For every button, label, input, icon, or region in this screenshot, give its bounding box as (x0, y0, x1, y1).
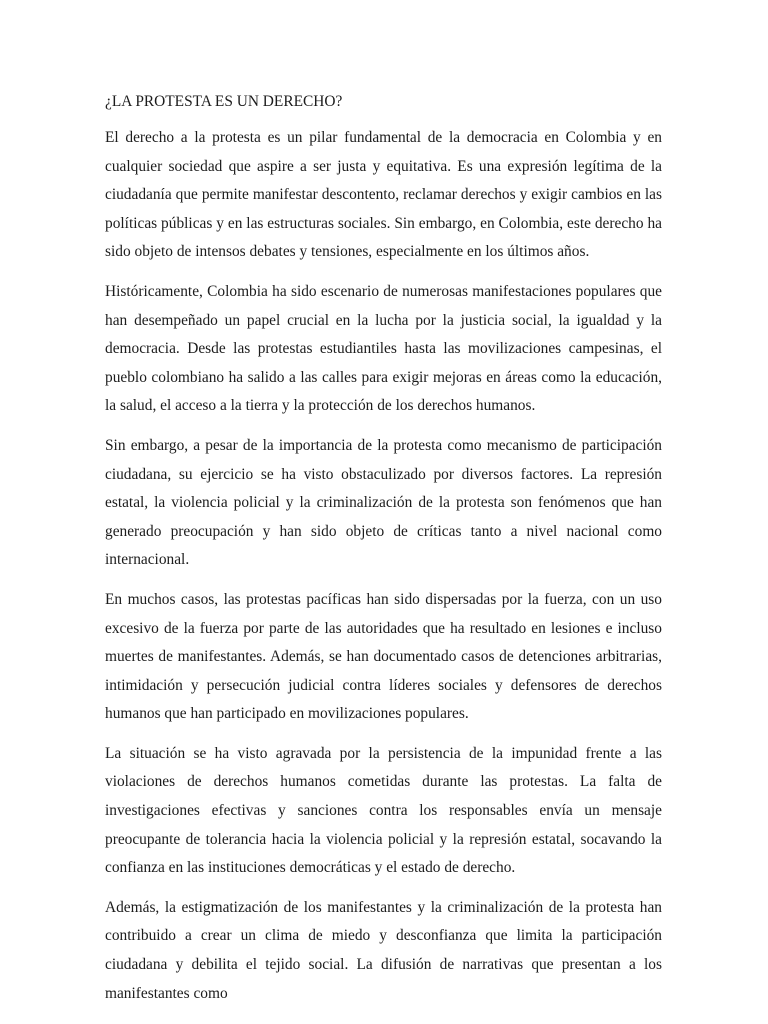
paragraph-2: Históricamente, Colombia ha sido escenario de numerosas manifestaciones populares que han desempeñado un papel crucial en la lucha por la justicia social, la igualdad y la democracia. Desde las protestas estudiantiles hasta las movilizaciones campesinas, el pueblo colombiano ha salido a las calles para exigir mejoras en áreas como la educación, la salud, el acceso a la tierra y la protección de los derechos humanos. (105, 282, 662, 415)
paragraph-5: La situación se ha visto agravada por la persistencia de la impunidad frente a las violaciones de derechos humanos cometidas durante las protestas. La falta de investigaciones efectivas y sanciones contra los responsables envía un mensaje preocupante de tolerancia hacia la violencia policial y la represión estatal, socavando la confianza en las instituciones democráticas y el estado de derecho. (105, 744, 662, 877)
paragraph-3: Sin embargo, a pesar de la importancia de la protesta como mecanismo de participación ciudadana, su ejercicio se ha visto obstaculizado por diversos factores. La represión estatal, la violencia policial y la criminalización de la protesta son fenómenos que han generado preocupación y han sido objeto de críticas tanto a nivel nacional como internacional. (105, 436, 662, 569)
paragraph-6: Además, la estigmatización de los manifestantes y la criminalización de la protesta han contribuido a crear un clima de miedo y desconfianza que limita la participación ciudadana y debilita el tejido social. La difusión de narrativas que presentan a los manifestantes como (105, 898, 662, 1002)
document-title: ¿LA PROTESTA ES UN DERECHO? (105, 93, 343, 110)
paragraph-4: En muchos casos, las protestas pacíficas han sido dispersadas por la fuerza, con un uso excesivo de la fuerza por parte de las autoridades que ha resultado en lesiones e incluso muertes de manifestantes. Además, se han documentado casos de detenciones arbitrarias, intimidación y persecución judicial contra líderes sociales y defensores de derechos humanos que han participado en movilizaciones populares. (105, 590, 662, 723)
document-body (105, 92, 662, 1019)
paragraph-1: El derecho a la protesta es un pilar fundamental de la democracia en Colombia y en cualquier sociedad que aspire a ser justa y equitativa. Es una expresión legítima de la ciudadanía que permite manifestar descontento, reclamar derechos y exigir cambios en las políticas públicas y en las estructuras sociales. Sin embargo, en Colombia, este derecho ha sido objeto de intensos debates y tensiones, especialmente en los últimos años. (105, 129, 662, 261)
